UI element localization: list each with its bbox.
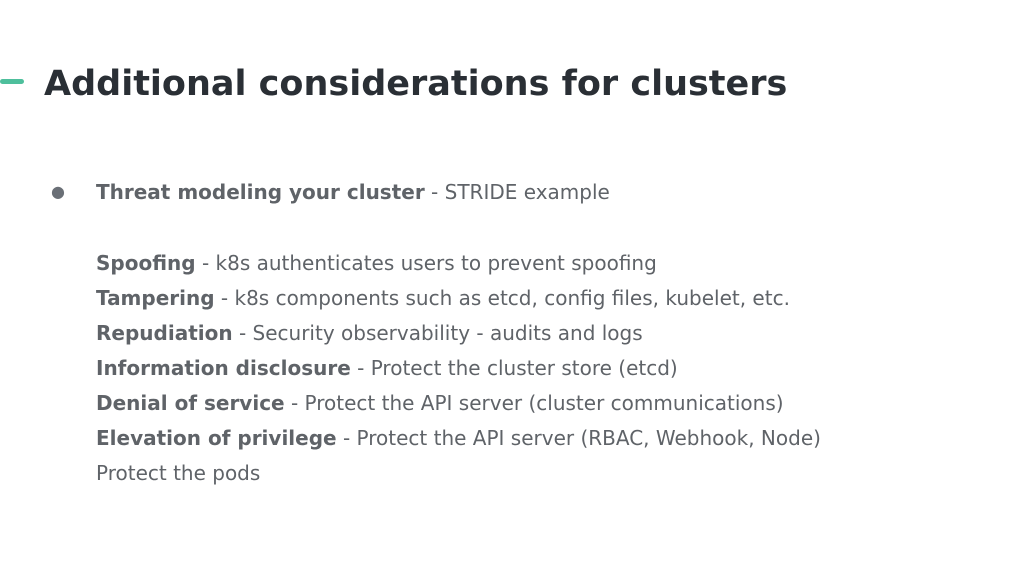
stride-item-tampering [96, 281, 996, 316]
stride-desc: - Protect the API server (RBAC, Webhook, Node) [336, 426, 821, 450]
stride-item-elevation-of-privilege [96, 421, 996, 456]
stride-term: Repudiation [96, 321, 233, 345]
stride-desc: - Protect the cluster store (etcd) [350, 356, 678, 380]
stride-desc: - k8s authenticates users to prevent spoofing [195, 251, 657, 275]
stride-term: Spoofing [96, 251, 196, 275]
spacer [96, 210, 996, 246]
slide-title: Additional considerations for clusters [44, 64, 788, 104]
stride-term: Denial of service [96, 391, 285, 415]
stride-item-denial-of-service [96, 386, 996, 421]
protect-pods-line: Protect the pods [96, 461, 261, 485]
stride-item-spoofing [96, 246, 996, 281]
stride-desc: - Security observability - audits and logs [232, 321, 643, 345]
bullet-line [96, 175, 996, 210]
bullet-icon: ● [51, 182, 65, 201]
slide-body [96, 175, 996, 491]
stride-term: Elevation of privilege [96, 426, 337, 450]
stride-desc: - k8s components such as etcd, config files, kubelet, etc. [214, 286, 790, 310]
stride-term: Information disclosure [96, 356, 351, 380]
stride-item-information-disclosure [96, 351, 996, 386]
bullet-term: Threat modeling your cluster [96, 180, 425, 204]
stride-desc: - Protect the API server (cluster communications) [284, 391, 784, 415]
stride-item-repudiation [96, 316, 996, 351]
bullet-rest: - STRIDE example [424, 180, 610, 204]
title-accent-bar [0, 79, 24, 84]
stride-term: Tampering [96, 286, 215, 310]
